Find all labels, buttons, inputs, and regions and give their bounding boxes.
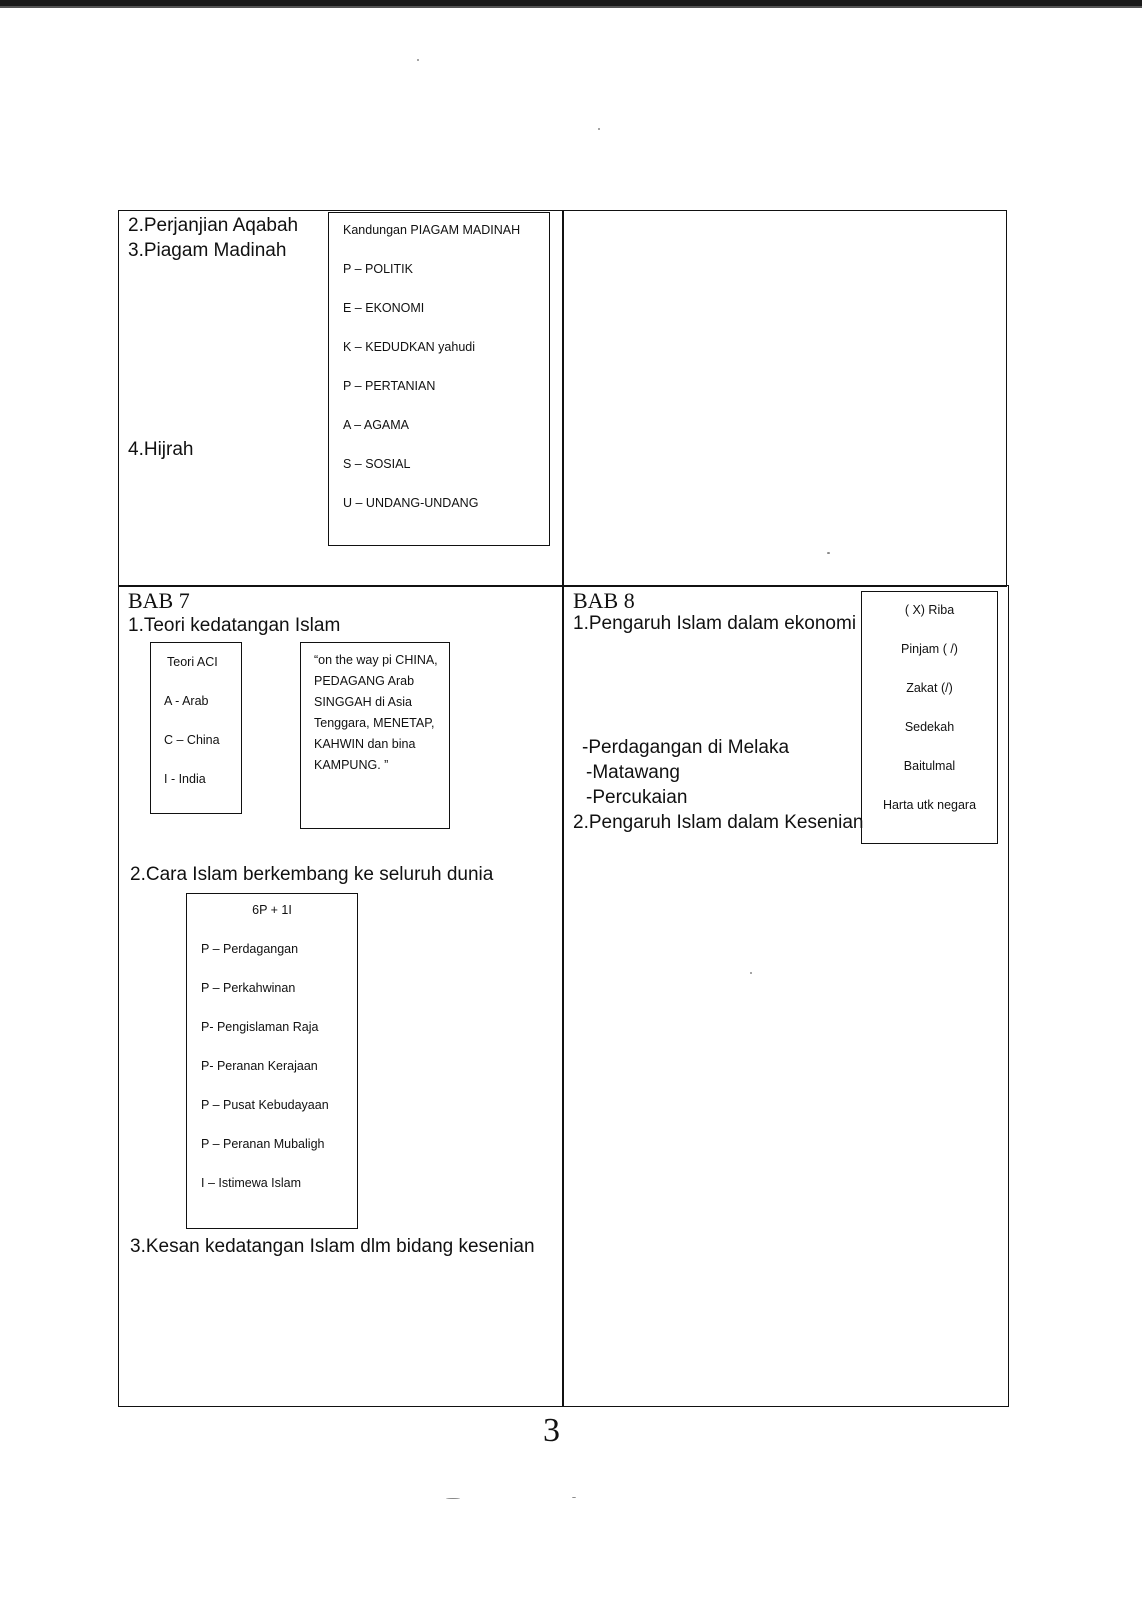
quote-text: “on the way pi CHINA, PEDAGANG Arab SINGGAH di Asia Tenggara, MENETAP, KAHWIN dan bina KAMPUNG. ” — [314, 653, 438, 772]
scan-edge-shadow — [0, 6, 1142, 8]
scan-speck — [750, 972, 752, 974]
item-piagam-madinah: 3.Piagam Madinah — [128, 240, 287, 261]
teori-line: I - India — [164, 772, 206, 786]
piagam-line: E – EKONOMI — [343, 301, 425, 315]
piagam-line: P – POLITIK — [343, 262, 413, 276]
scan-speck — [417, 59, 419, 61]
ekonomi-line: Harta utk negara — [882, 798, 977, 812]
piagam-box-title: Kandungan PIAGAM MADINAH — [343, 223, 521, 237]
teori-aci-box — [150, 642, 242, 814]
cara-islam-box — [186, 893, 358, 1229]
bab8-heading: BAB 8 — [573, 588, 635, 613]
bab8-q2: 2.Pengaruh Islam dalam Kesenian — [573, 812, 864, 833]
piagam-line: P – PERTANIAN — [343, 379, 436, 393]
scan-speck — [827, 552, 830, 554]
cara-line: P – Perkahwinan — [201, 981, 296, 995]
bab8-q1: 1.Pengaruh Islam dalam ekonomi — [573, 613, 857, 634]
ekonomi-line: Sedekah — [904, 720, 955, 734]
scan-speck — [446, 1498, 460, 1499]
teori-box-title: Teori ACI — [167, 655, 218, 669]
item-perjanjian-aqabah: 2.Perjanjian Aqabah — [128, 215, 299, 236]
item-hijrah: 4.Hijrah — [128, 439, 194, 460]
cell-top-right — [562, 210, 1007, 587]
teori-line: C – China — [164, 733, 220, 747]
ekonomi-box — [861, 591, 998, 844]
bab7-heading: BAB 7 — [128, 588, 190, 613]
cara-line: P – Pusat Kebudayaan — [201, 1098, 329, 1112]
cara-line: P- Pengislaman Raja — [201, 1020, 319, 1034]
cara-line: P – Peranan Mubaligh — [201, 1137, 325, 1151]
scan-speck — [598, 128, 600, 130]
teori-line: A - Arab — [164, 694, 209, 708]
piagam-madinah-box — [328, 212, 550, 546]
bab7-q2: 2.Cara Islam berkembang ke seluruh dunia — [130, 864, 494, 885]
bab8-subitem: -Perdagangan di Melaka — [582, 737, 790, 758]
cara-line: I – Istimewa Islam — [201, 1176, 302, 1190]
scan-speck — [572, 1497, 576, 1498]
bab7-q1: 1.Teori kedatangan Islam — [128, 615, 341, 636]
bab7-q3: 3.Kesan kedatangan Islam dlm bidang kesenian — [130, 1236, 535, 1257]
ekonomi-line: ( X) Riba — [904, 603, 955, 617]
cara-line: P – Perdagangan — [201, 942, 299, 956]
ekonomi-line: Baitulmal — [903, 759, 956, 773]
cara-box-title: 6P + 1I — [252, 903, 292, 917]
bab8-subitem: -Matawang — [586, 762, 680, 783]
piagam-line: K – KEDUDKAN yahudi — [343, 340, 476, 354]
bab8-subitem: -Percukaian — [586, 787, 688, 808]
piagam-line: S – SOSIAL — [343, 457, 411, 471]
piagam-line: U – UNDANG-UNDANG — [343, 496, 479, 510]
ekonomi-line: Pinjam ( /) — [901, 642, 958, 656]
ekonomi-line: Zakat (/) — [906, 681, 953, 695]
cara-line: P- Peranan Kerajaan — [201, 1059, 318, 1073]
page-number: 3 — [543, 1412, 560, 1449]
piagam-line: A – AGAMA — [343, 418, 410, 432]
quote-box — [300, 642, 450, 829]
